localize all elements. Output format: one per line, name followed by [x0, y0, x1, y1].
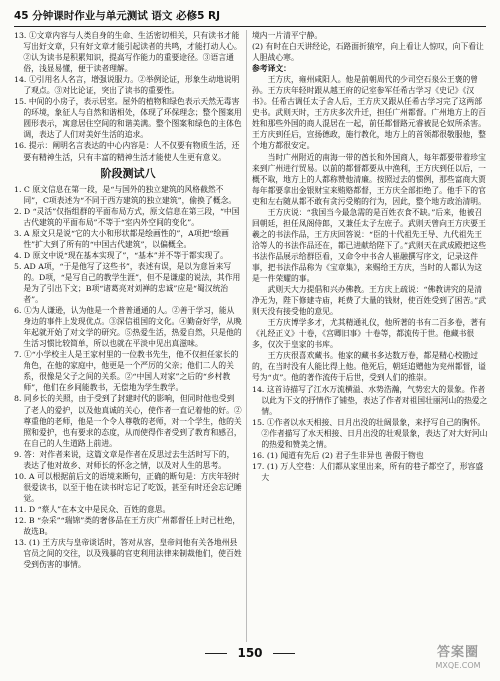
paragraph: 8. 同乡长的关照，由于受到了封建时代的影响，但同时他也受到了老人的爱护，以及他真诚的关心，使作者一直记着他的好。②尊重他的老师，他是一个令人尊敬的老师，对一个学生，他的关照和爱护，也有要求的态度，从而使得作者受到了教育和感召，在自己的人生道路上前进。 — [14, 394, 242, 448]
paragraph: 武则天大力提倡和兴办佛教。王方庆上疏说：“佛教讲究的是清净无为，陛下修建寺庙，耗费了大量的钱财，使百姓受到了困苦。”武则天没有接受他的意见。 — [252, 285, 486, 317]
paragraph: 王方庆博学多才，尤其精通礼仪，他所著的书有二百多卷，著有《礼经正义》十卷，《宫卿旧事》十卷等，都流传于世。他藏书很多，仅次于皇家的书库。 — [252, 318, 486, 350]
paragraph: (2) 有时在白天讲经论，石路面折猿窄，向上看让人惊叹，向下看让人胆战心寒。 — [252, 42, 484, 63]
paragraph: 14. 这首诗描写了江水万流横溢、水势浩瀚，气势宏大的景象。作者以此为下文的抒情作了铺垫，表达了作者对祖国壮丽河山的热爱之情。 — [252, 384, 488, 416]
header-title: 45 分钟课时作业与单元测试 语文 必修5 RJ — [14, 10, 221, 22]
paragraph: 王方庆很喜欢藏书。他家的藏书多达数万卷，都是精心校勘过的，在当时没有人能比得上他。他死后，朝廷追赠他为兖州都督，谥号为“贞”。他的著作流传于后世，受到人们的推崇。 — [252, 351, 486, 383]
paragraph: 9. 答：对作者来说，这篇文章是作者在反思过去生活时写下的，表达了他对故乡、对师长的怀念之情，以及对人生的思考。 — [14, 449, 235, 470]
paragraph: 16. (1) 闻道有先后 (2) 君子生非异也 善假于物也 — [252, 450, 424, 460]
paragraph: 当时广州附近的南海一带的酋长和外国商人，每年都要带着珍宝来到广州进行贸易。以前的都督都要从中渔利，王方庆到任以后，一概不取，地方上的人都称赞他清廉。按照过去的惯例，那些富商大贾每年都要拿出金银财宝来贿赂都督，王方庆全部拒绝了。他手下的官吏和左右随从都不敢有贪污受贿的行为，因此，整个地方政治清明。 — [252, 152, 486, 206]
paragraph: 1. C 原文信息在第一段，是“与国外的独立建筑的风格截然不同”，C项表述为“不同于西方建筑的独立建筑”，偷换了概念。 — [14, 184, 237, 205]
paragraph: 12. B “杂采”“瑞锦”类的奢侈品在王方庆广州都督任上时已杜绝，故选B。 — [14, 515, 241, 537]
paragraph: 15. 中间的小房子，表示居室。屋外的植物和绿色表示天然无毒害的环境，象征人与自然和谐相处，体现了环保理念；整个图案用圆形表示，寓意居住空间的和谐美满。整个图案和绿色的主体色调，表达了人们对美好生活的追求。 — [14, 97, 242, 140]
paragraph: 7. ①“小学校主人是王家村里的一位教书先生，他不仅担任家长的角色，在他的家庭中，他更是一个严厉的父亲；他们二人的关系，很像是父子之间的关系。②“中国人对家”之后的“乡村教师”，他们在乡间能教书，无偿地为学生教学。 — [14, 350, 239, 393]
paragraph: 15. ①作者以水天相接、日月出没的壮阔景象，来抒写自己的胸怀。②作者描写了水天相接、日月出没的壮观景象，表达了对大好河山的热爱和赞美之情。 — [252, 417, 488, 449]
right-column — [252, 30, 488, 642]
paragraph: 13. ①文章内容与人类自身的生命、生活密切相关，只有读书才能写出好文章，只有好文章才能引起读者的共鸣，才能打动人心。②认为读书是积累知识，提高写作能力的重要途径。③语言通俗，浅显易懂，便于读者理解。 — [14, 31, 242, 74]
paragraph: 13. (1) 王方庆与皇帝谈话时，答对从容，皇帝问他有关各地州县官员之间的交往，以及残暴的官吏利用法律来制裁他们，使百姓受到伤害的事情。 — [14, 538, 242, 570]
paragraph: 17. (1) 万人空巷：人们都从家里出来，所有的巷子都空了，形容盛大 — [252, 461, 484, 482]
section-title: 阶段测试八 — [100, 166, 156, 180]
page-number-text: 150 — [237, 646, 263, 660]
running-header — [14, 8, 486, 27]
paragraph: 10. A 可以根据前后文的语境来断句，正确的断句是：方庆年轻时很爱读书，以至于他在读书时忘记了吃饭，甚至有时还会忘记睡觉。 — [14, 471, 242, 503]
paragraph: 16. 提示：阐明名言表达的中心内容是：人不仅要有物质生活，还要有精神生活，只有丰富的精神生活才能使人生更有意义。 — [14, 141, 240, 162]
reference-heading: 参考译文： — [252, 64, 291, 74]
paragraph: 5. AD A项，“于是他写了这些书”，表述有误，是以为意旨来写的。D项，“是写自己的教学生涯”，但不是谦虚的说法，其作用是为了引出下文；B项“诸葛亮对刘禅的忠诚”应是“蜀汉统治者”。 — [14, 261, 241, 305]
watermark-line2: MXQE.COM — [435, 661, 481, 670]
paragraph: 4. D 原文中说“现在基本实现了”，“基本”并不等于都实现了。 — [14, 250, 228, 260]
column-divider — [246, 30, 247, 642]
paragraph: 6. ①为人谦逊，认为他是一个普普通通的人。②善于学习，能从身边的事件上发现优点。③深信祖国的文化。④勤奋好学，从晚年起就开始了对文学的研究。⑤热爱生活，热爱自然，只是他的生活习惯比较简单，所以也就在平淡中见出真滋味。 — [14, 306, 242, 349]
paragraph: 14. ①引用名人名言，增强说服力。②举例论证，形象生动地说明了观点。③对比论证，突出了读书的重要性。 — [14, 75, 240, 96]
paragraph: 3. A 原文只是说“它的大小和形状都是绘画性的”，A项把“绘画性”扩大到了所有的“中国古代建筑”，以偏概全。 — [14, 228, 229, 249]
paragraph: 境内一片清平宁静。 — [252, 31, 323, 40]
paragraph: 11. D “蔡人”在本文中是民众、百姓的意思。 — [14, 504, 171, 514]
watermark-line1: 答案圈 — [436, 645, 479, 660]
paragraph: 2. D “灵活”仅指组群的平面布局方式，原文信息在第三段，“中国古代建筑的平面布局”不等于“室内外空间的变化”。 — [14, 206, 240, 227]
watermark-logo — [422, 645, 494, 675]
paragraph: 王方庆说：“我国当今最急需的是百姓衣食不缺。”后来，他被召回朝廷，担任凤阁侍郎，又兼任太子左庶子。武则天曾向王方庆要王羲之的书法作品，王方庆回答说：“臣的十代祖先王导、九代祖先王洽等人的书法作品还在，都已进献给陛下了。”武则天在武成殿把这些书法作品展示给群臣看，又命令中书舍人崔融撰写序文，记录这件事，把书法作品称为《宝章集》，来赐给王方庆，当时的人都认为这是一件荣耀的事。 — [252, 207, 486, 284]
left-column — [14, 30, 242, 642]
paragraph: 王方庆，雍州咸阳人。他是前朝周代的少司空石泉公王褒的曾孙。王方庆年轻时跟从越王府的记室参军任希古学习《史记》《汉书》。任希古调任太子舍人后，王方庆又跟从任希古学习完了这两部史书。武则天时，王方庆多次升迁，担任广州都督。广州地方上的百姓和那些外国的商人混居在一起，前任都督路元睿被昆仑奴所杀害。王方庆到任后，宣扬德政，施行教化，地方上的首领都很敬服他，整个地方都很安定。 — [252, 75, 486, 151]
